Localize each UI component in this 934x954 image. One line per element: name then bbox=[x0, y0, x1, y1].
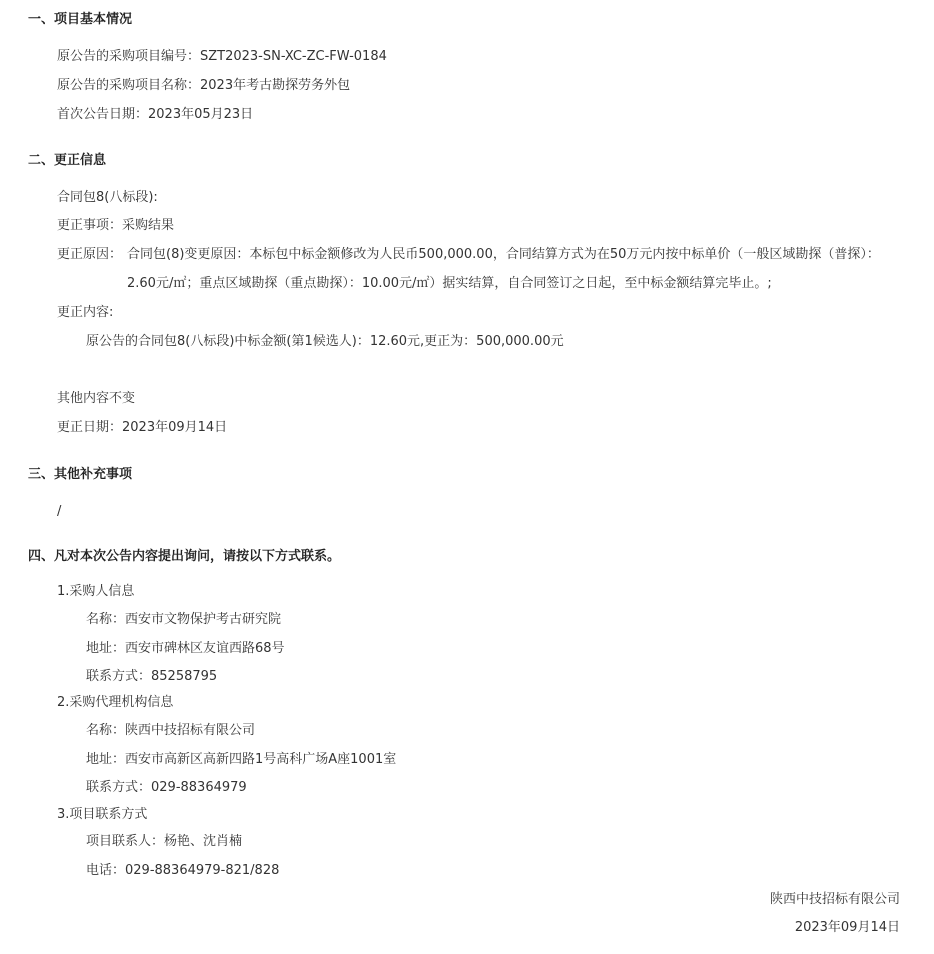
agency-address: 地址：西安市高新区高新四路1号高科广场A座1001室 bbox=[86, 752, 397, 767]
supplementary-content: / bbox=[57, 504, 62, 519]
correction-content-label: 更正内容: bbox=[57, 305, 114, 320]
agency-phone: 联系方式：029-88364979 bbox=[86, 780, 247, 795]
other-unchanged: 其他内容不变 bbox=[57, 391, 136, 406]
section-4-title: 四、凡对本次公告内容提出询问，请按以下方式联系。 bbox=[28, 549, 341, 564]
section-1-title: 一、项目基本情况 bbox=[28, 12, 133, 27]
agency-name: 名称：陕西中技招标有限公司 bbox=[86, 723, 256, 738]
original-project-number: 原公告的采购项目编号：SZT2023-SN-XC-ZC-FW-0184 bbox=[57, 49, 387, 64]
correction-reason-label: 更正原因： bbox=[57, 247, 123, 262]
contact-person: 项目联系人：杨艳、沈肖楠 bbox=[86, 834, 243, 849]
section-2-title: 二、更正信息 bbox=[28, 153, 107, 168]
correction-content-detail: 原公告的合同包8(八标段)中标金额(第1候选人)：12.60元,更正为：500,000.00元 bbox=[86, 334, 564, 349]
footer-date: 2023年09月14日 bbox=[794, 920, 900, 935]
buyer-name: 名称：西安市文物保护考古研究院 bbox=[86, 612, 282, 627]
agency-heading: 2.采购代理机构信息 bbox=[57, 695, 174, 710]
buyer-phone: 联系方式：85258795 bbox=[86, 669, 218, 684]
contract-package: 合同包8(八标段): bbox=[57, 190, 158, 205]
first-announcement-date: 首次公告日期：2023年05月23日 bbox=[57, 107, 254, 122]
buyer-address: 地址：西安市碑林区友谊西路68号 bbox=[86, 641, 285, 656]
correction-date: 更正日期：2023年09月14日 bbox=[57, 420, 228, 435]
contact-heading: 3.项目联系方式 bbox=[57, 807, 148, 822]
footer-company: 陕西中技招标有限公司 bbox=[769, 892, 900, 907]
correction-reason-text: 合同包(8)变更原因：本标包中标金额修改为人民币500,000.00，合同结算方式为在50万元内按中标单价（一般区域勘探（普探）：2.60元/㎡；重点区域勘探（重点勘探）：10.00元/㎡）据实结算，自合同签订之日起，至中标金额结算完毕止。; bbox=[127, 247, 880, 291]
section-3-title: 三、其他补充事项 bbox=[28, 467, 133, 482]
original-project-name: 原公告的采购项目名称：2023年考古勘探劳务外包 bbox=[57, 78, 351, 93]
contact-phone: 电话：029-88364979-821/828 bbox=[86, 863, 280, 878]
buyer-heading: 1.采购人信息 bbox=[57, 584, 135, 599]
correction-item: 更正事项：采购结果 bbox=[57, 218, 175, 233]
